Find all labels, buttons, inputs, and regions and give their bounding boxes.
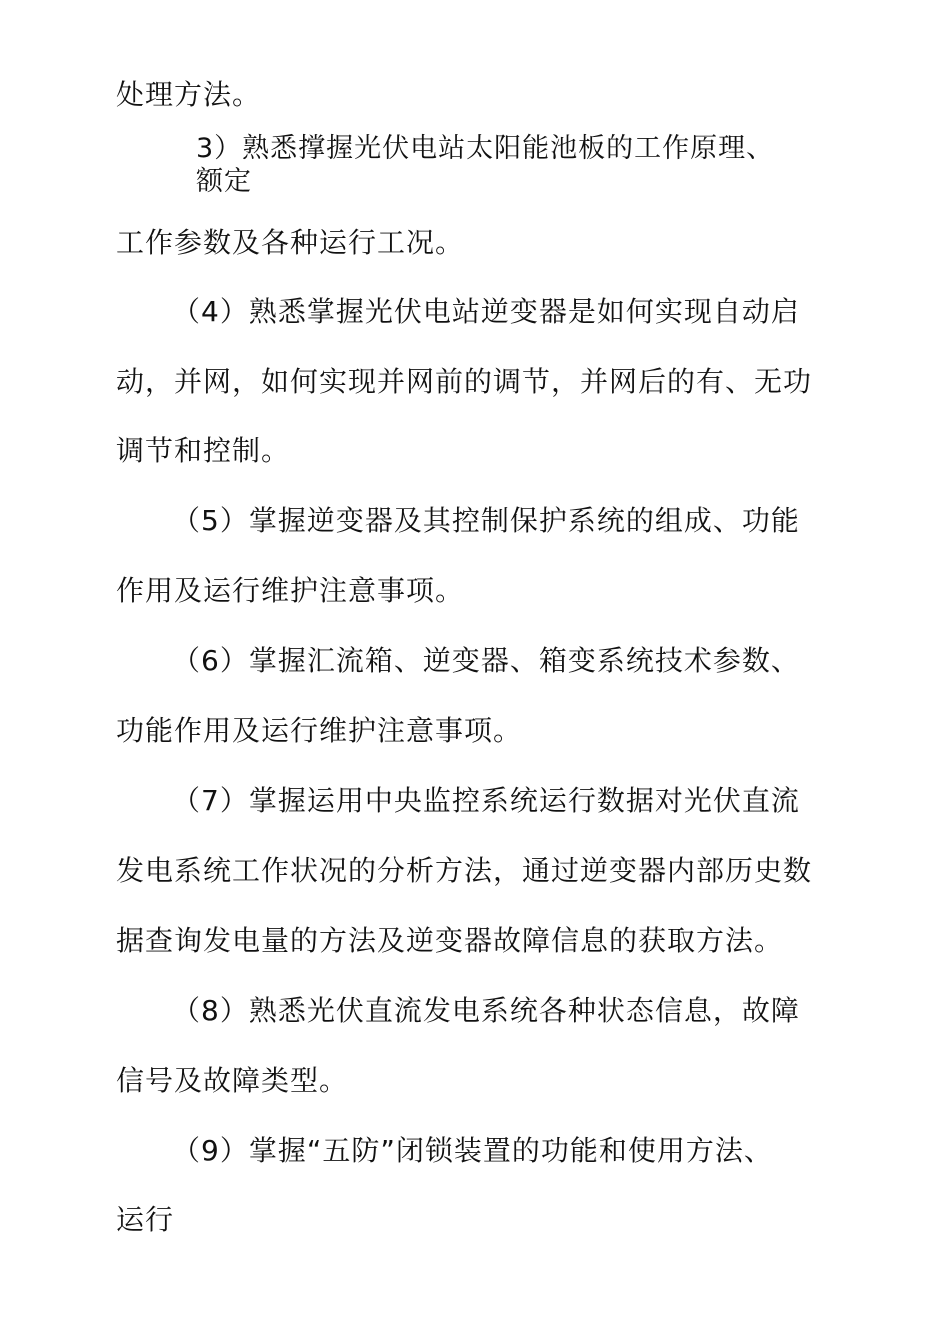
text-line: （7）掌握运用中央监控系统运行数据对光伏直流	[172, 784, 800, 817]
text-line: 信号及故障类型。	[116, 1064, 349, 1097]
text-line: 调节和控制。	[116, 434, 291, 467]
text-line: （5）掌握逆变器及其控制保护系统的组成、功能	[172, 504, 800, 537]
text-line: 工作参数及各种运行工况。	[116, 226, 465, 259]
text-line: 额定	[196, 166, 252, 197]
text-line: 3）熟悉撑握光伏电站太阳能池板的工作原理、	[196, 133, 775, 164]
text-line: 作用及运行维护注意事项。	[116, 574, 465, 607]
text-line: 处理方法。	[116, 78, 262, 111]
text-line: （6）掌握汇流箱、逆变器、箱变系统技术参数、	[172, 644, 800, 677]
text-line: 功能作用及运行维护注意事项。	[116, 714, 523, 747]
text-line: 据查询发电量的方法及逆变器故障信息的获取方法。	[116, 924, 784, 957]
text-line: 运行	[116, 1203, 175, 1236]
text-line: （4）熟悉掌握光伏电站逆变器是如何实现自动启	[172, 295, 800, 328]
text-line: 动，并网，如何实现并网前的调节，并网后的有、无功	[116, 365, 813, 398]
text-line: （9）掌握“五防”闭锁装置的功能和使用方法、	[172, 1134, 773, 1167]
text-line: （8）熟悉光伏直流发电系统各种状态信息，故障	[172, 994, 800, 1027]
text-line: 发电系统工作状况的分析方法，通过逆变器内部历史数	[116, 854, 813, 887]
